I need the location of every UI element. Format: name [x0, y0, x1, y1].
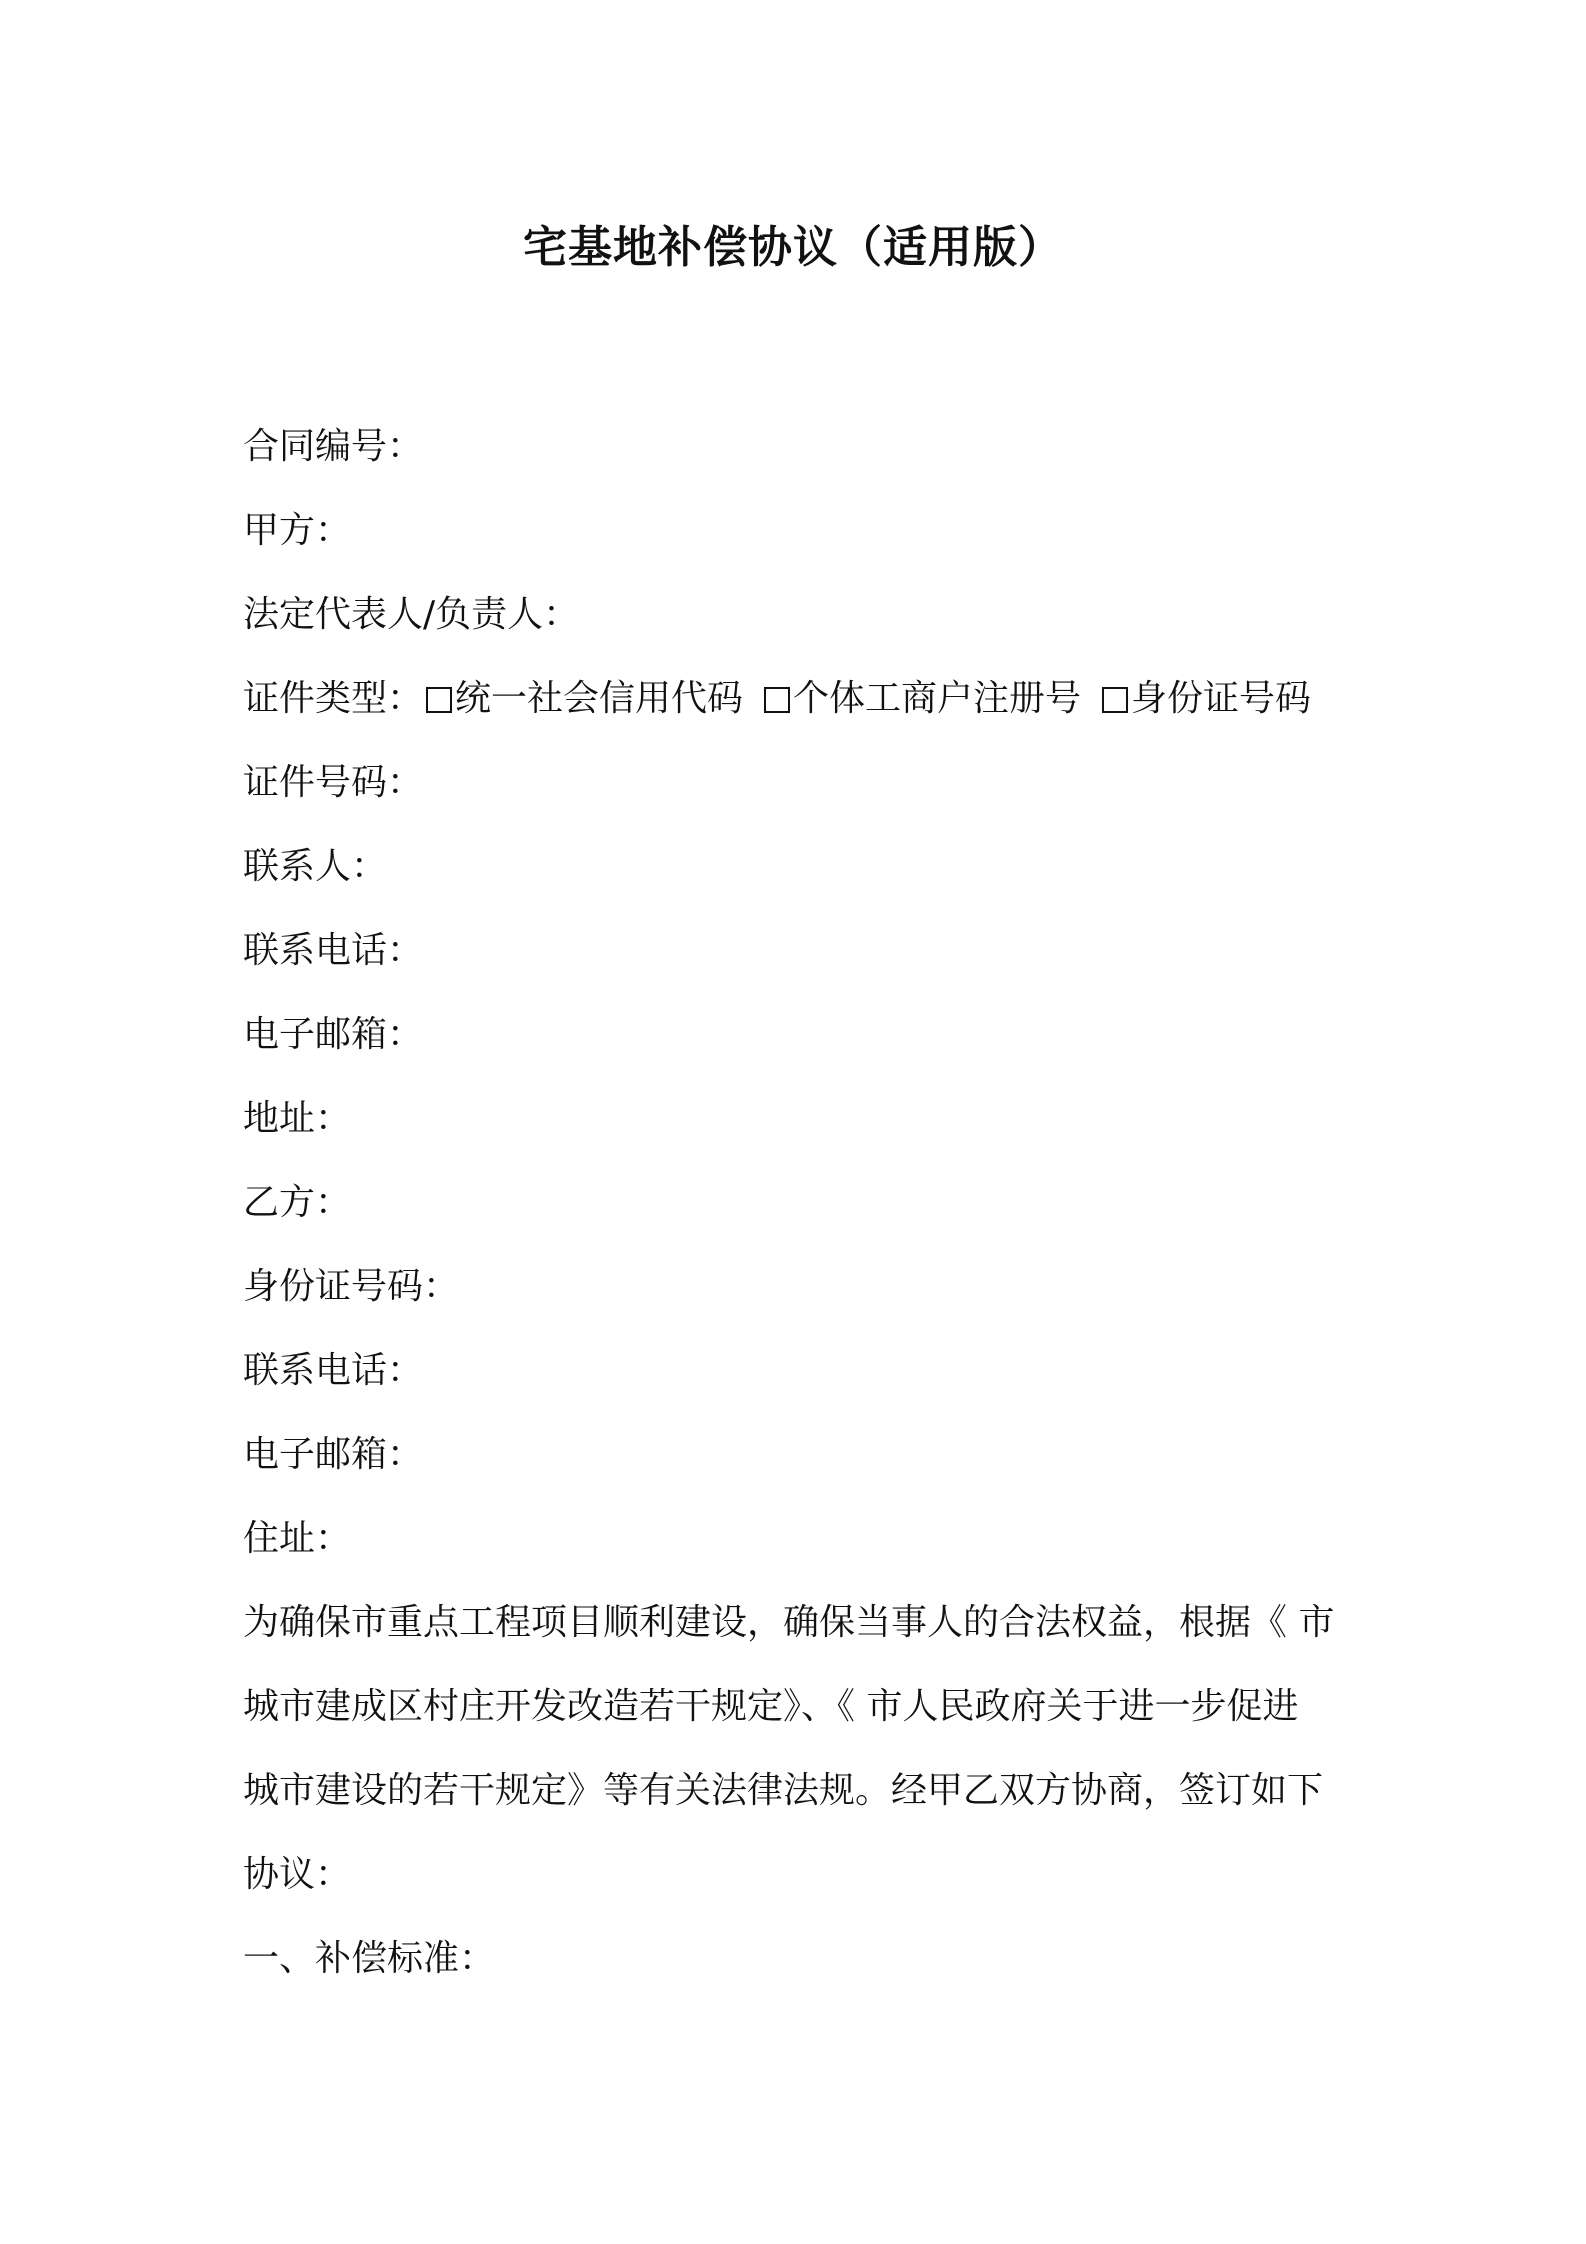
option-credit-code-label: 统一社会信用代码: [455, 678, 744, 719]
contract-number-field: 合同编号：: [243, 426, 424, 467]
intro-paragraph-line: 为确保市重点工程项目顺利建设，确保当事人的合法权益，根据《 市: [243, 1602, 1335, 1643]
option-id-card-label: 身份证号码: [1131, 678, 1312, 719]
contact-person-field: 联系人：: [243, 846, 388, 887]
intro-paragraph-line: 城市建成区村庄开发改造若干规定》、《 市人民政府关于进一步促进: [243, 1686, 1299, 1727]
document-body: [243, 405, 1363, 2001]
legal-representative-field: 法定代表人/负责人：: [243, 594, 580, 635]
checkbox-id-card[interactable]: [1102, 687, 1128, 713]
section-heading-compensation-standard: 一、补偿标准：: [243, 1938, 496, 1979]
party-b-email-field: 电子邮箱：: [243, 1434, 424, 1475]
party-a-address-field: 地址：: [243, 1098, 352, 1139]
party-a-phone-field: 联系电话：: [243, 930, 424, 971]
id-type-label: 证件类型：: [243, 678, 424, 719]
party-b-field: 乙方：: [243, 1182, 352, 1223]
checkbox-credit-code[interactable]: [426, 687, 452, 713]
party-a-field: 甲方：: [243, 510, 352, 551]
id-type-field: [243, 657, 1363, 741]
intro-paragraph-line: 协议：: [243, 1854, 352, 1895]
intro-paragraph-line: 城市建设的若干规定》等有关法律法规。经甲乙双方协商，签订如下: [243, 1770, 1324, 1811]
id-number-field: 证件号码：: [243, 762, 424, 803]
party-b-id-number-field: 身份证号码：: [243, 1266, 460, 1307]
party-b-residence-field: 住址：: [243, 1518, 352, 1559]
option-business-registration-label: 个体工商户注册号: [793, 678, 1082, 719]
party-a-email-field: 电子邮箱：: [243, 1014, 424, 1055]
document-title: 宅基地补偿协议（适用版）: [523, 222, 1063, 273]
party-b-phone-field: 联系电话：: [243, 1350, 424, 1391]
checkbox-business-registration[interactable]: [764, 687, 790, 713]
